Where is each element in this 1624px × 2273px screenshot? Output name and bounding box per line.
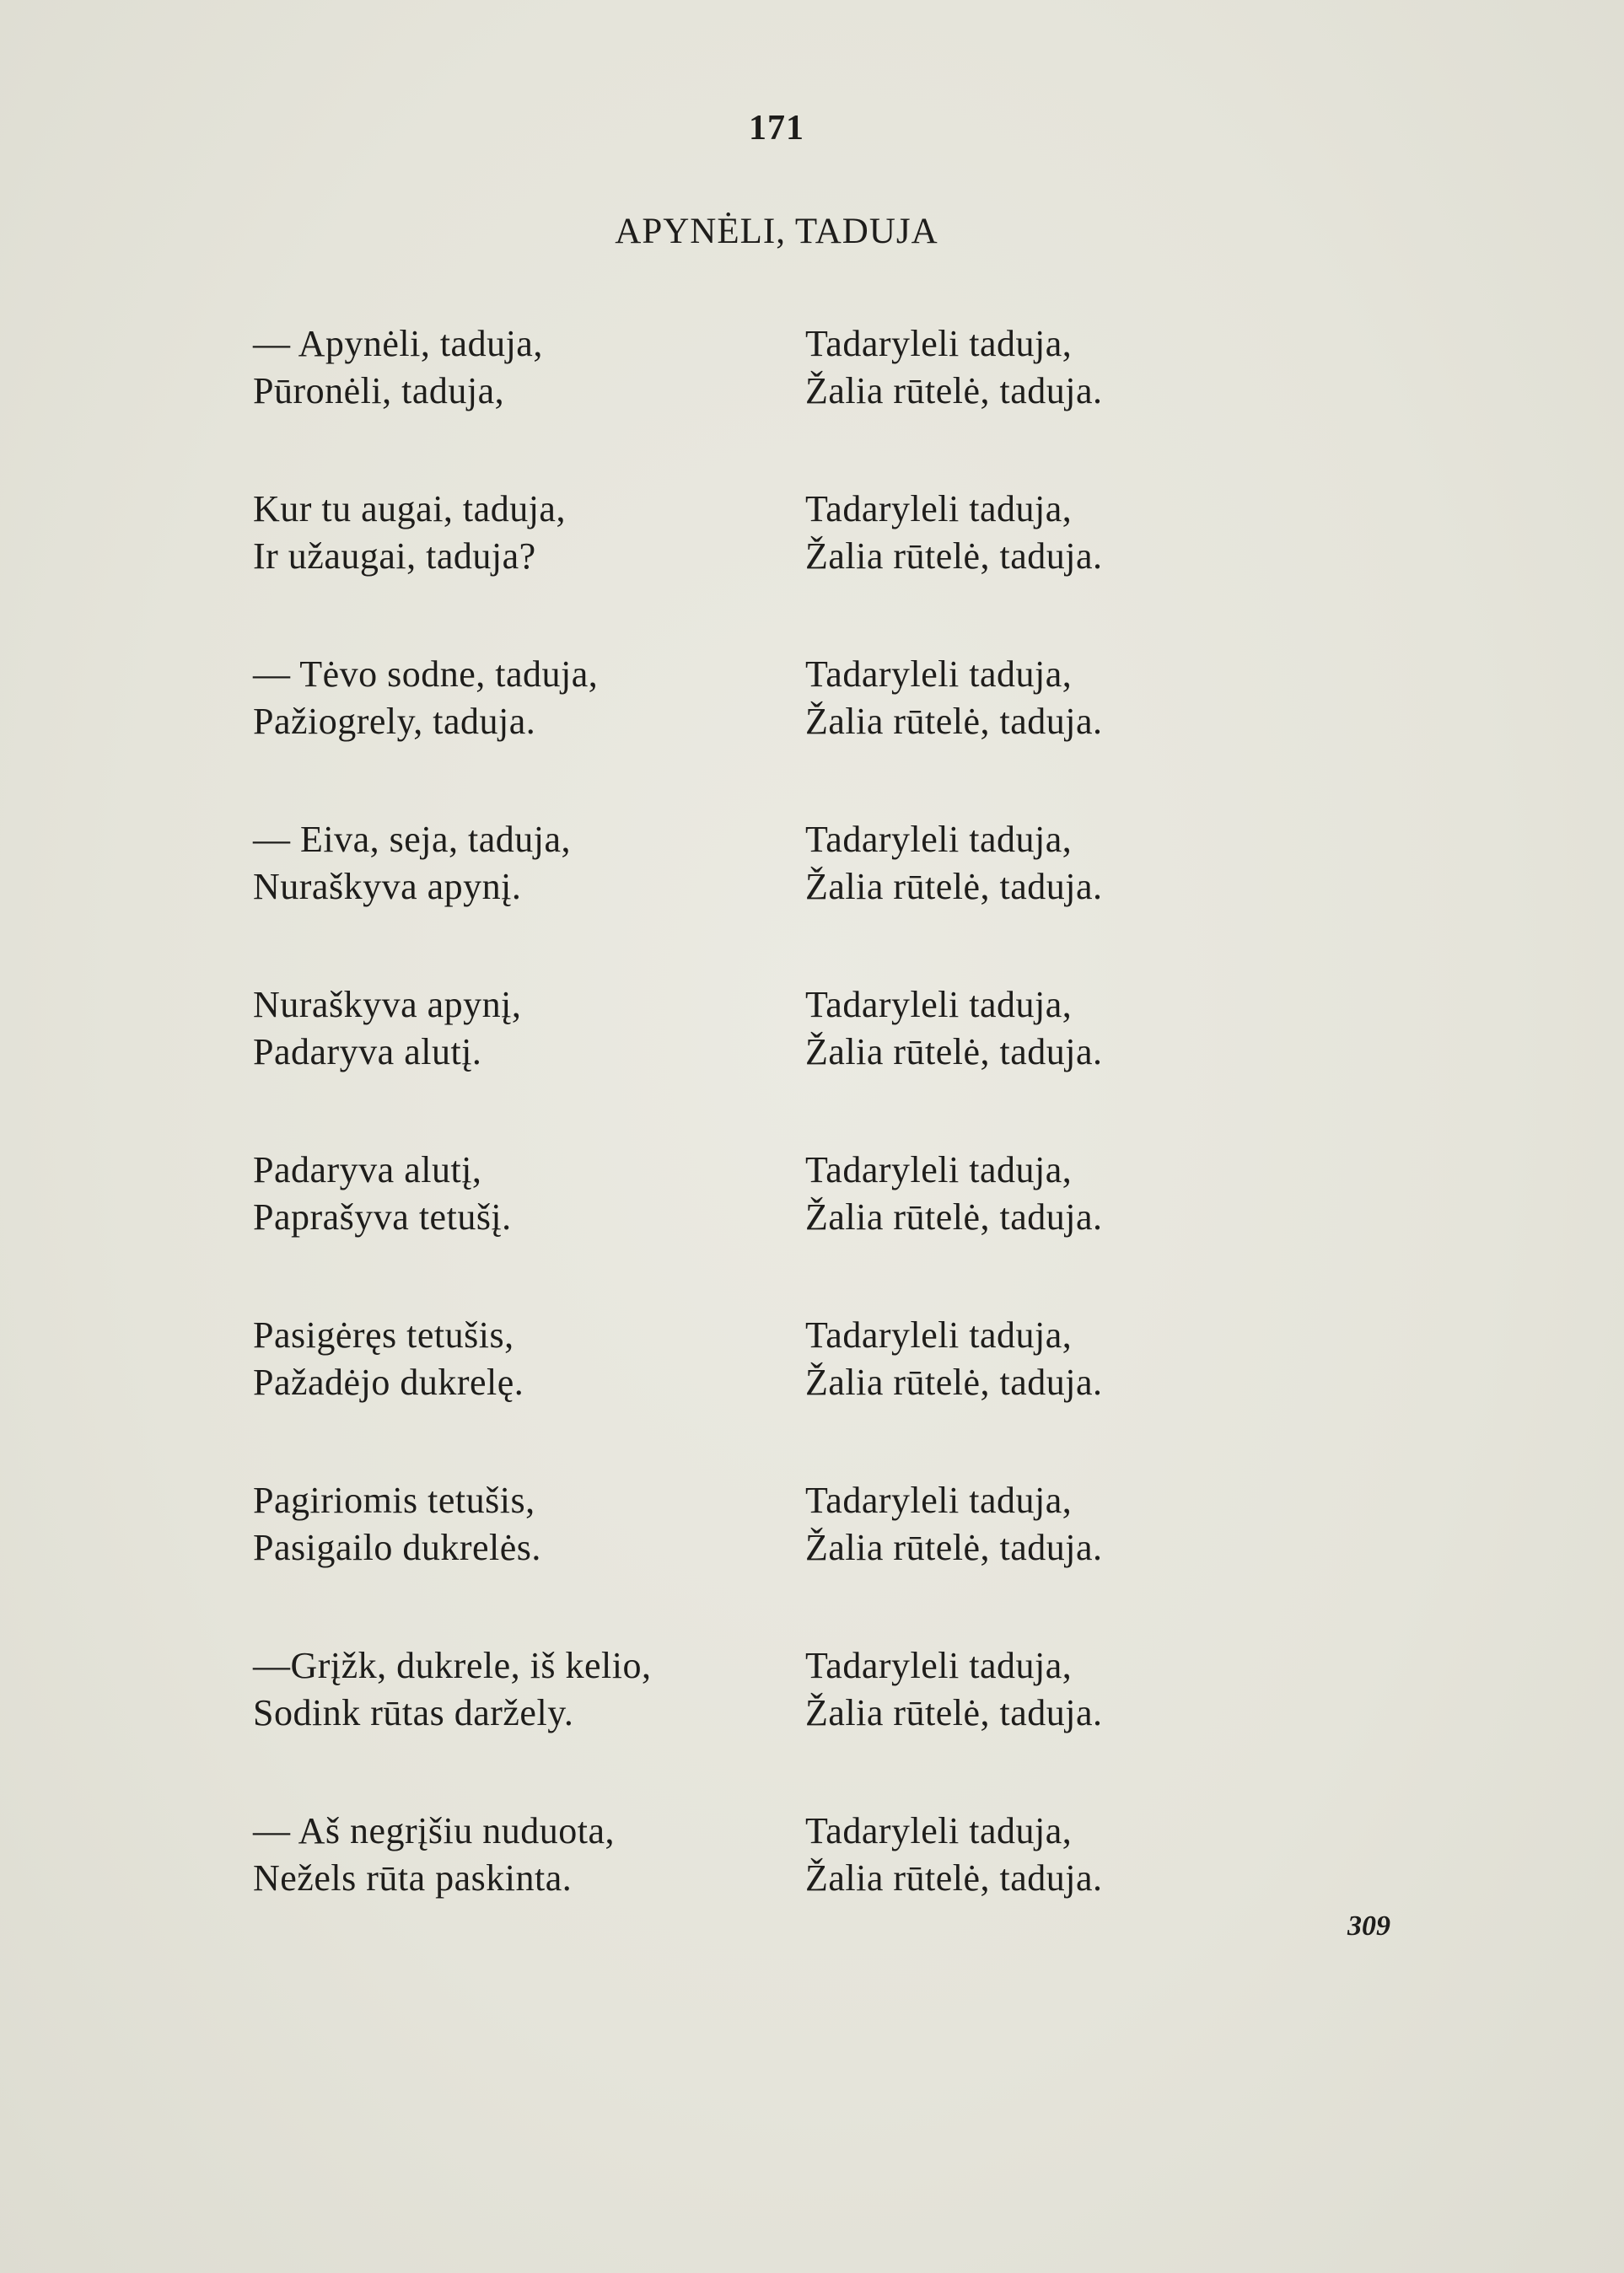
refrain-line: Tadaryleli taduja, [805, 653, 1073, 695]
verse-line: Nuraškyva apynį. [253, 866, 522, 907]
verse-lines [253, 981, 521, 1076]
song-title: APYNĖLI, TADUJA [615, 212, 938, 251]
song-number: 171 [749, 109, 804, 148]
verse-line: Pažadėjo dukrelę. [253, 1362, 524, 1403]
refrain-line: Žalia rūtelė, taduja. [805, 1527, 1103, 1568]
verse-lines [253, 1808, 615, 1902]
verse-line: Sodink rūtas daržely. [253, 1692, 574, 1733]
refrain-line: Tadaryleli taduja, [805, 1149, 1073, 1190]
refrain-line: Tadaryleli taduja, [805, 488, 1073, 529]
refrain-line: Žalia rūtelė, taduja. [805, 370, 1103, 411]
stanza [0, 1312, 1624, 1430]
refrain-line: Tadaryleli taduja, [805, 323, 1073, 364]
verse-line: Pažiogrely, taduja. [253, 701, 536, 742]
verse-line: Paprašyva tetušį. [253, 1196, 512, 1238]
stanza [0, 981, 1624, 1099]
verse-lines [253, 486, 566, 580]
verse-line: — Tėvo sodne, taduja, [253, 653, 599, 695]
stanza [0, 1477, 1624, 1595]
refrain-line: Tadaryleli taduja, [805, 984, 1073, 1025]
verse-line: — Eiva, seja, taduja, [253, 819, 572, 860]
stanza [0, 1642, 1624, 1760]
refrain-line: Žalia rūtelė, taduja. [805, 866, 1103, 907]
verse-line: Pasigėręs tetušis, [253, 1314, 514, 1356]
refrain-lines [805, 320, 1103, 415]
stanza [0, 816, 1624, 934]
verse-line: —Grįžk, dukrele, iš kelio, [253, 1645, 652, 1686]
verse-lines [253, 651, 598, 745]
refrain-line: Žalia rūtelė, taduja. [805, 1196, 1103, 1238]
refrain-line: Žalia rūtelė, taduja. [805, 1692, 1103, 1733]
verse-line: — Apynėli, taduja, [253, 323, 543, 364]
verse-lines [253, 1312, 524, 1406]
refrain-line: Tadaryleli taduja, [805, 819, 1073, 860]
verse-line: — Aš negrįšiu nuduota, [253, 1810, 615, 1851]
refrain-line: Žalia rūtelė, taduja. [805, 535, 1103, 577]
verse-line: Pasigailo dukrelės. [253, 1527, 541, 1568]
refrain-line: Žalia rūtelė, taduja. [805, 1857, 1103, 1899]
verse-line: Nuraškyva apynį, [253, 984, 522, 1025]
refrain-line: Žalia rūtelė, taduja. [805, 1031, 1103, 1072]
refrain-line: Žalia rūtelė, taduja. [805, 701, 1103, 742]
refrain-lines [805, 816, 1103, 911]
refrain-lines [805, 486, 1103, 580]
refrain-line: Tadaryleli taduja, [805, 1810, 1073, 1851]
refrain-lines [805, 1642, 1103, 1737]
verse-line: Padaryva alutį, [253, 1149, 482, 1190]
verse-line: Nežels rūta paskinta. [253, 1857, 573, 1899]
verse-lines [253, 1147, 512, 1241]
stanza [0, 486, 1624, 604]
verse-lines [253, 816, 571, 911]
verse-lines [253, 1477, 541, 1572]
refrain-line: Žalia rūtelė, taduja. [805, 1362, 1103, 1403]
stanza [0, 651, 1624, 769]
verse-line: Pagiriomis tetušis, [253, 1480, 535, 1521]
refrain-lines [805, 1808, 1103, 1902]
refrain-lines [805, 981, 1103, 1076]
verse-lines [253, 320, 543, 415]
refrain-line: Tadaryleli taduja, [805, 1314, 1073, 1356]
verse-line: Pūronėli, taduja, [253, 370, 505, 411]
verse-line: Padaryva alutį. [253, 1031, 482, 1072]
verse-line: Kur tu augai, taduja, [253, 488, 566, 529]
refrain-lines [805, 1312, 1103, 1406]
verse-lines [253, 1642, 651, 1737]
stanza [0, 1808, 1624, 1926]
page-number: 309 [1347, 1910, 1390, 1942]
refrain-lines [805, 1147, 1103, 1241]
refrain-lines [805, 651, 1103, 745]
verse-line: Ir užaugai, taduja? [253, 535, 536, 577]
stanza [0, 320, 1624, 438]
stanza [0, 1147, 1624, 1265]
refrain-line: Tadaryleli taduja, [805, 1645, 1073, 1686]
refrain-lines [805, 1477, 1103, 1572]
refrain-line: Tadaryleli taduja, [805, 1480, 1073, 1521]
